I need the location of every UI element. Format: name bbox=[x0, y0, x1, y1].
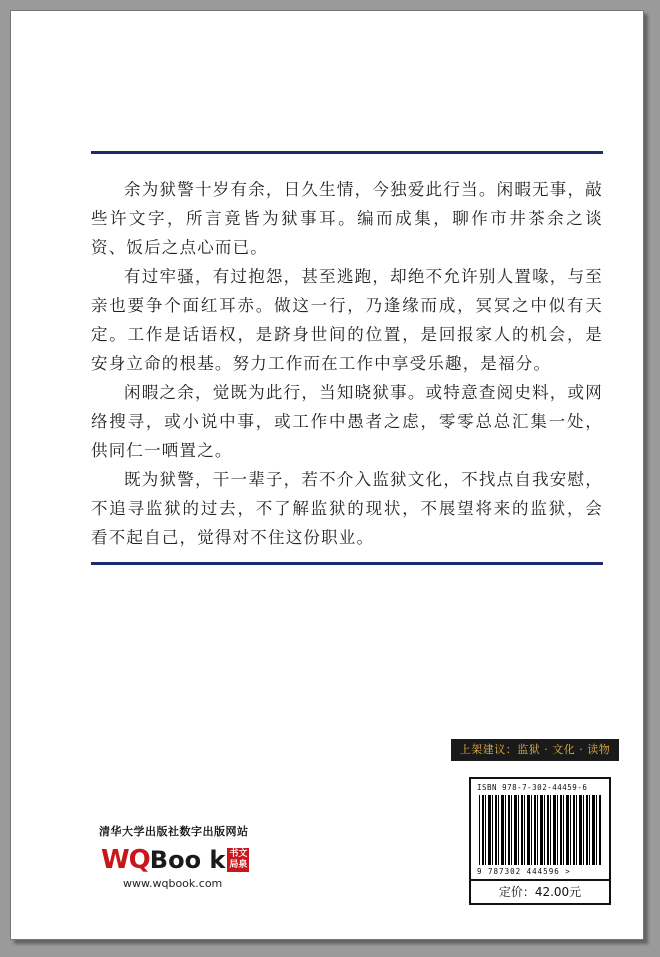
wqbook-logo bbox=[101, 843, 249, 877]
blurb-paragraph-3: 闲暇之余，觉既为此行，当知晓狱事。或特意查阅史料，或网络搜寻，或小说中事，或工作中愚者之虑，零零总总汇集一处，供同仁一哂置之。 bbox=[91, 383, 603, 460]
top-divider bbox=[91, 151, 603, 154]
barcode-icon bbox=[479, 795, 601, 865]
blurb-text bbox=[91, 175, 603, 552]
publisher-website: www.wqbook.com bbox=[123, 877, 223, 890]
blurb-paragraph-2: 有过牢骚，有过抱怨，甚至逃跑，却绝不允许别人置喙，与至亲也要争个面红耳赤。做这一行，乃逢缘而成，冥冥之中似有天定。工作是话语权，是跻身世间的位置，是回报家人的机会，是安身立命的根基。努力工作而在工作中享受乐趣，是福分。 bbox=[91, 267, 603, 373]
logo-seal: 书文局泉 bbox=[229, 849, 248, 870]
logo-wq: WQ bbox=[101, 845, 150, 875]
blurb-paragraph-1: 余为狱警十岁有余，日久生情，今独爱此行当。闲暇无事，敲些许文字，所言竟皆为狱事耳。编而成集，聊作市井茶余之谈资、饭后之点心而已。 bbox=[91, 180, 603, 257]
book-back-cover bbox=[10, 10, 644, 940]
barcode-block bbox=[469, 777, 611, 905]
shelf-suggestion: 上架建议：监狱 · 文化 · 读物 bbox=[451, 739, 619, 761]
bottom-divider bbox=[91, 562, 603, 565]
isbn-label: ISBN 978-7-302-44459-6 bbox=[477, 783, 588, 792]
isbn-digits: 9 787302 444596 > bbox=[477, 867, 571, 876]
blurb-paragraph-4: 既为狱警，干一辈子，若不介入监狱文化，不找点自我安慰，不追寻监狱的过去，不了解监狱的现状，不展望将来的监狱，会看不起自己，觉得对不住这份职业。 bbox=[91, 470, 603, 547]
logo-book: Boo k bbox=[149, 846, 226, 874]
publisher-name: 清华大学出版社数字出版网站 bbox=[99, 825, 249, 838]
price-label: 定价：42.00元 bbox=[471, 879, 609, 903]
